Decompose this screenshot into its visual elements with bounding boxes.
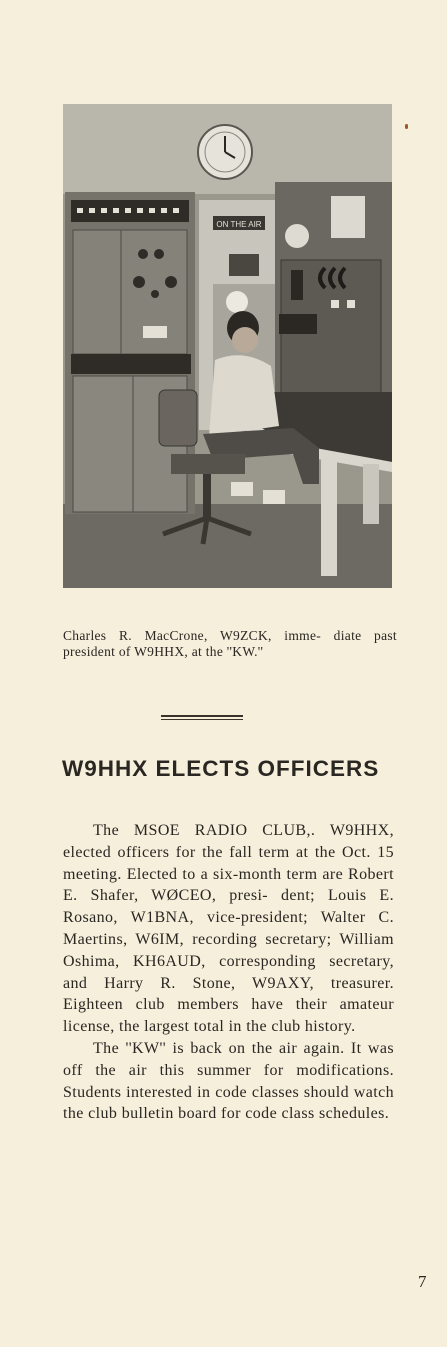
on-the-air-sign: ON THE AIR xyxy=(216,220,262,229)
radio-station-photo xyxy=(63,104,392,588)
article-paragraph: The ''KW'' is back on the air again. It was off the air this summer for modifications. Students interested in code classes should watch the club bulletin board for code class schedules. xyxy=(63,1039,394,1123)
article-headline: W9HHX ELECTS OFFICERS xyxy=(62,756,380,781)
photo-caption: Charles R. MacCrone, W9ZCK, imme- diate past president of W9HHX, at the ''KW.'' xyxy=(63,628,397,659)
article-body xyxy=(63,820,394,1125)
section-divider xyxy=(161,715,243,720)
article-paragraph: The MSOE RADIO CLUB,. W9HHX, elected officers for the fall term at the Oct. 15 meeting. Elected to a six-month term are Robert E. Shafer, WØCEO, presi- dent; Louis E. Rosano, W1BNA, vice-president; Walter C. Maertins, W6IM, recording secretary; William Oshima, KH6AUD, corresponding secretary, and Harry R. Stone, W9AXY, treasurer. Eighteen club members have their amateur license, the largest total in the club history. xyxy=(63,822,394,1036)
page-number: 7 xyxy=(418,1272,427,1291)
ink-speck xyxy=(405,124,408,129)
wall-clock-icon xyxy=(198,125,252,179)
